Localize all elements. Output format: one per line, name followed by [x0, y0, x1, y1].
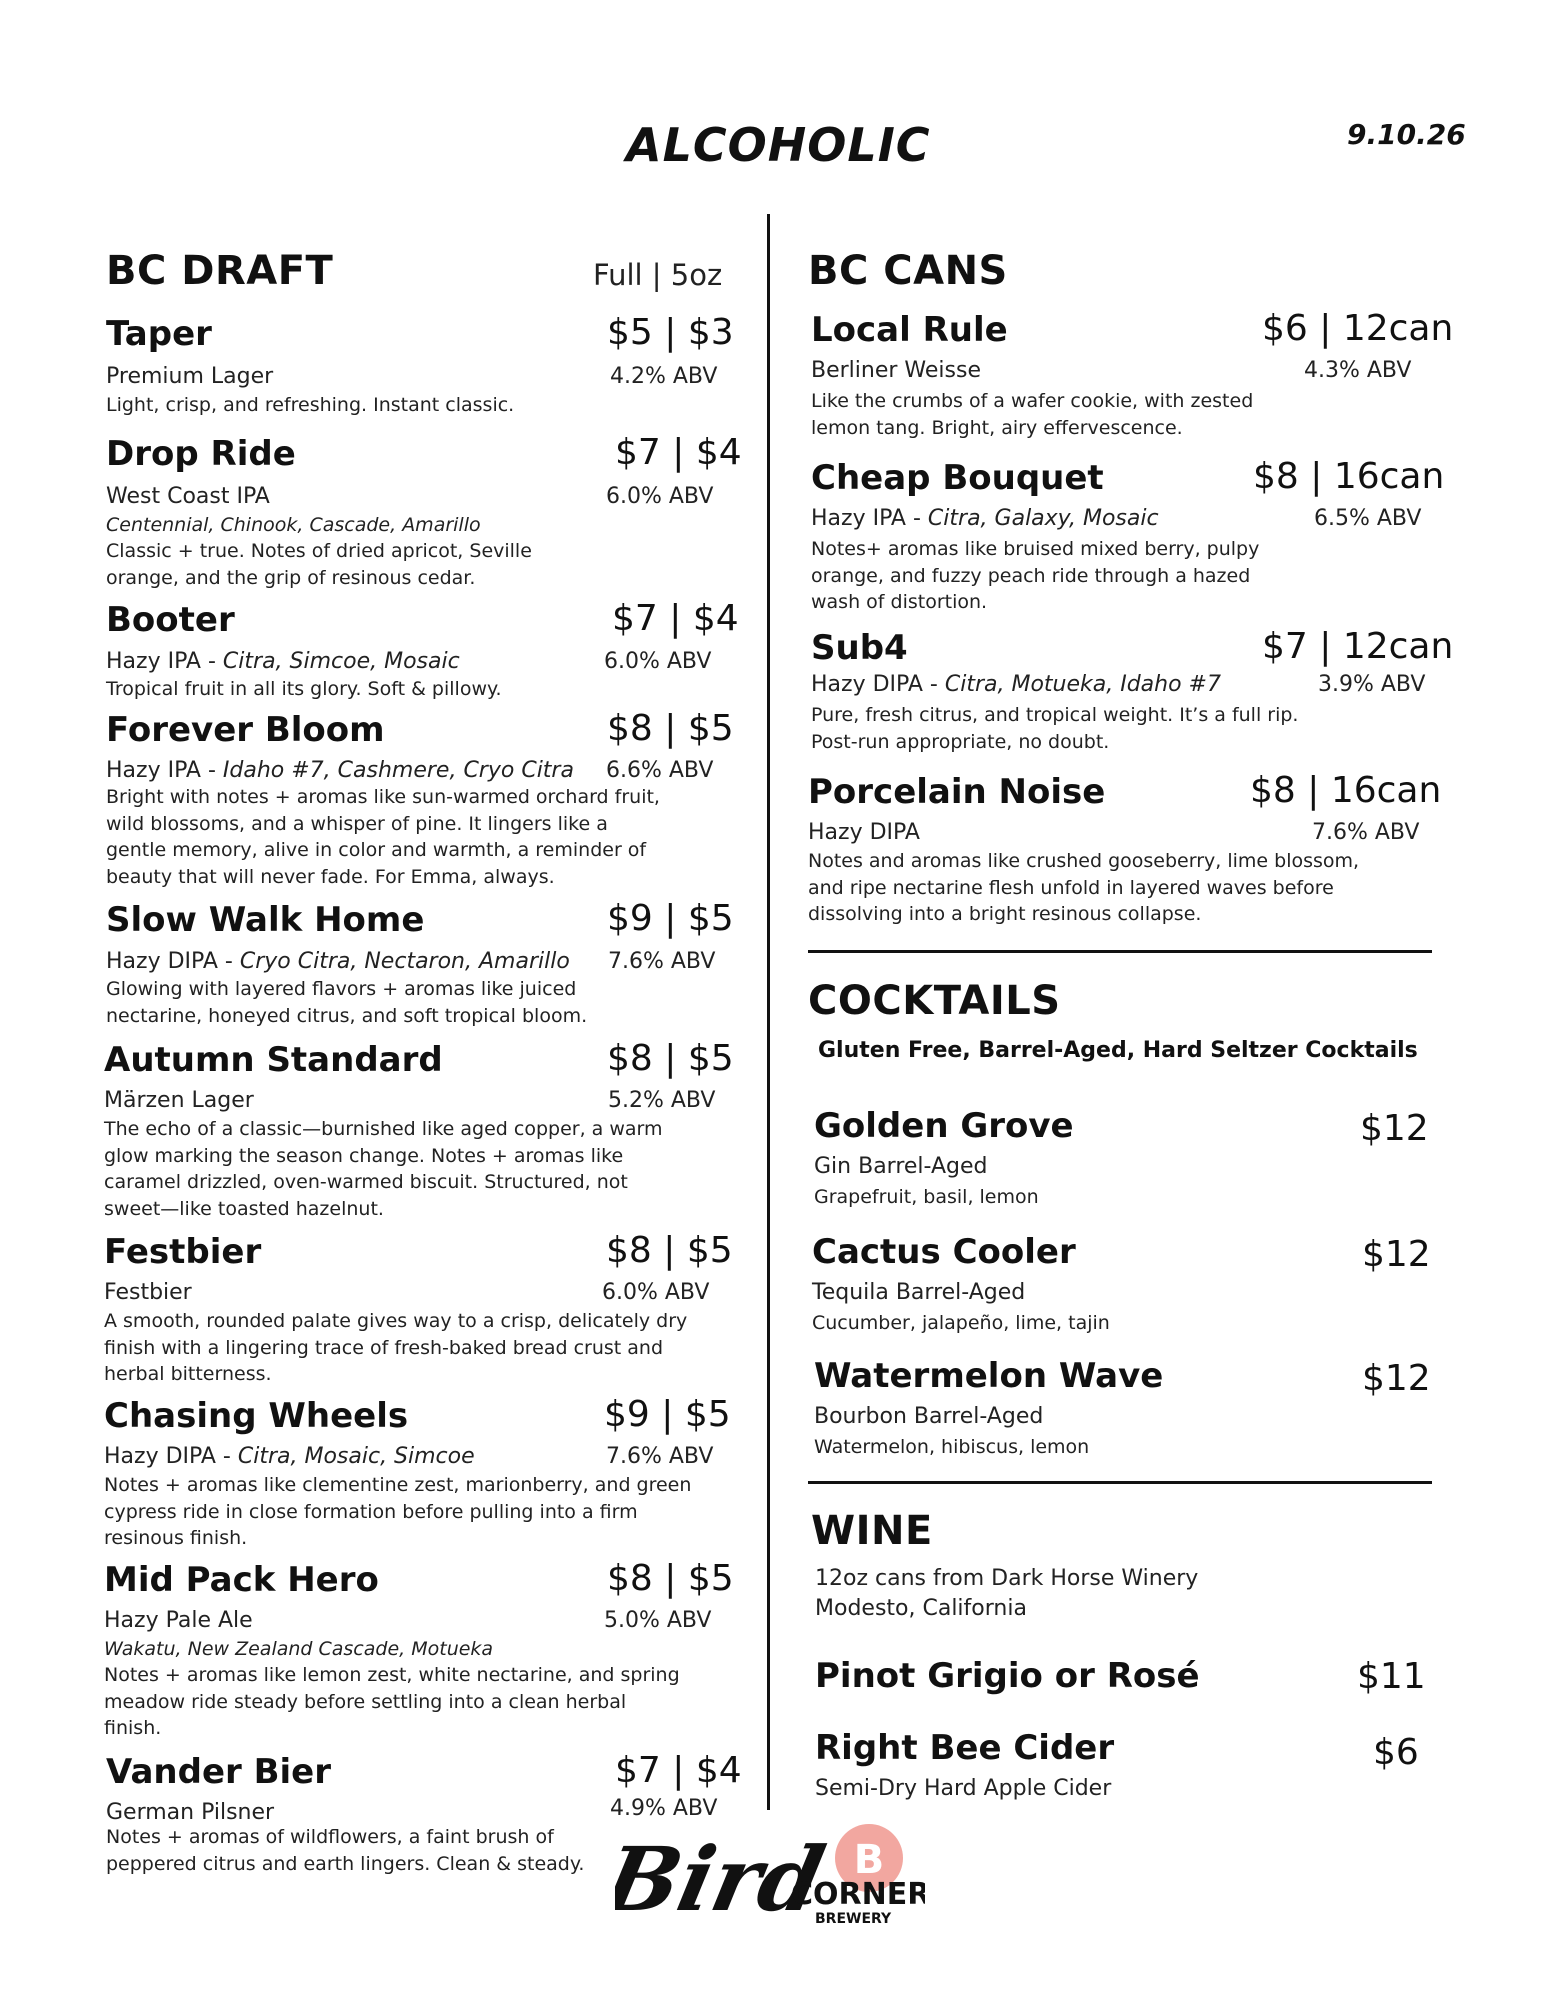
item-style: West Coast IPA [106, 484, 270, 509]
column-divider [767, 214, 770, 1810]
item-name: Mid Pack Hero [104, 1560, 379, 1600]
item-abv: 6.0% ABV [604, 649, 712, 674]
item-abv: 7.6% ABV [1312, 820, 1420, 845]
item-price: $8 | 16can [1253, 456, 1445, 497]
item-description: Notes + aromas of wildflowers, a faint brush of peppered citrus and earth lingers. Clean & steady. [106, 1826, 585, 1875]
item-description: A smooth, rounded palate gives way to a crisp, delicately dry finish with a lingering trace of fresh-baked bread crust and herbal bitterness. [104, 1310, 688, 1385]
item-base: Gin Barrel-Aged [814, 1154, 988, 1179]
item-style: Hazy Pale Ale [104, 1608, 253, 1633]
item-description: The echo of a classic—burnished like aged copper, a warm glow marking the season change. Notes + aromas like caramel drizzled, oven-warmed biscuit. Structured, not sweet—like toasted hazelnut. [104, 1118, 663, 1220]
item-name: Cheap Bouquet [811, 458, 1104, 498]
section-divider [808, 1481, 1432, 1484]
item-abv: 6.0% ABV [602, 1280, 710, 1305]
item-description: Bright with notes + aromas like sun-warmed orchard fruit, wild blossoms, and a whisper of pine. It lingers like a gentle memory, alive in color and warmth, a reminder of beauty that will never fade. For Emma, always. [106, 786, 660, 888]
item-name: Booter [106, 600, 235, 640]
section-title-cans: BC CANS [808, 248, 1008, 294]
item-style: Berliner Weisse [811, 358, 981, 383]
item-style: Festbier [104, 1280, 192, 1305]
menu-date: 9.10.26 [1347, 118, 1466, 151]
item-description: Classic + true. Notes of dried apricot, Seville orange, and the grip of resinous cedar. [106, 540, 532, 589]
item-description: Semi-Dry Hard Apple Cider [815, 1776, 1112, 1801]
logo-brewery-text: BREWERY [815, 1911, 892, 1927]
item-abv: 5.0% ABV [604, 1608, 712, 1633]
item-description: Notes + aromas like clementine zest, marionberry, and green cypress ride in close formation before pulling into a firm resinous finish. [104, 1474, 692, 1549]
item-price: $8 | 16can [1250, 770, 1442, 811]
item-price: $7 | $4 [615, 432, 742, 473]
section-title-wine: WINE [811, 1508, 933, 1554]
item-description: Notes + aromas like lemon zest, white nectarine, and spring meadow ride steady before settling into a clean herbal finish. [104, 1664, 680, 1739]
item-name: Vander Bier [106, 1752, 332, 1792]
logo-badge-letter: B [853, 1837, 885, 1883]
item-flavors: Cucumber, jalapeño, lime, tajin [812, 1312, 1110, 1334]
item-description: Notes+ aromas like bruised mixed berry, pulpy orange, and fuzzy peach ride through a hazed wash of distortion. [811, 538, 1260, 613]
section-title-cocktails: COCKTAILS [808, 978, 1061, 1024]
item-abv: 4.9% ABV [610, 1796, 718, 1821]
cocktails-subtitle: Gluten Free, Barrel-Aged, Hard Seltzer Cocktails [818, 1038, 1418, 1063]
item-name: Autumn Standard [104, 1040, 443, 1080]
wine-note-location: Modesto, California [815, 1596, 1027, 1621]
item-hops: Wakatu, New Zealand Cascade, Motueka [104, 1638, 494, 1660]
item-description: Glowing with layered flavors + aromas like juiced nectarine, honeyed citrus, and soft tropical bloom. [106, 978, 588, 1027]
item-hops: Centennial, Chinook, Cascade, Amarillo [106, 514, 481, 536]
item-price: $12 [1362, 1234, 1431, 1275]
item-description: Notes and aromas like crushed gooseberry, lime blossom, and ripe nectarine flesh unfold in layered waves before dissolving into a bright resinous collapse. [808, 850, 1360, 925]
item-name: Right Bee Cider [815, 1728, 1115, 1768]
item-price: $8 | $5 [607, 1038, 734, 1079]
item-name: Festbier [104, 1232, 262, 1272]
item-description: Pure, fresh citrus, and tropical weight. It’s a full rip. Post-run appropriate, no doubt. [811, 704, 1299, 753]
item-style: Premium Lager [106, 364, 274, 389]
item-style: Hazy DIPA - Citra, Mosaic, Simcoe [104, 1444, 475, 1469]
item-abv: 6.0% ABV [606, 484, 714, 509]
item-style: Hazy DIPA - Cryo Citra, Nectaron, Amarillo [106, 949, 570, 974]
item-name: Cactus Cooler [812, 1232, 1076, 1272]
item-price: $6 | 12can [1262, 308, 1454, 349]
item-price: $7 | $4 [612, 598, 739, 639]
item-style: Hazy IPA - Citra, Galaxy, Mosaic [811, 506, 1159, 531]
brewery-logo [615, 1818, 925, 1938]
item-abv: 4.2% ABV [610, 364, 718, 389]
item-price: $12 [1362, 1358, 1431, 1399]
logo-graphic [615, 1818, 925, 1938]
item-name: Taper [106, 314, 212, 354]
item-base: Bourbon Barrel-Aged [814, 1404, 1044, 1429]
item-style: Hazy IPA - Citra, Simcoe, Mosaic [106, 649, 460, 674]
item-abv: 4.3% ABV [1304, 358, 1412, 383]
item-description: Light, crisp, and refreshing. Instant classic. [106, 394, 515, 416]
item-price: $9 | $5 [607, 898, 734, 939]
item-price: $7 | $4 [615, 1750, 742, 1791]
item-abv: 6.6% ABV [606, 758, 714, 783]
item-abv: 7.6% ABV [608, 949, 716, 974]
item-price: $8 | $5 [606, 1230, 733, 1271]
item-flavors: Grapefruit, basil, lemon [814, 1186, 1039, 1208]
item-price: $11 [1357, 1656, 1426, 1697]
item-name: Porcelain Noise [808, 772, 1106, 812]
item-name: Drop Ride [106, 434, 296, 474]
item-price: $8 | $5 [607, 1558, 734, 1599]
item-style: Hazy IPA - Idaho #7, Cashmere, Cryo Citra [106, 758, 574, 783]
logo-wordmark: Bird [615, 1826, 833, 1931]
item-name: Golden Grove [814, 1106, 1074, 1146]
item-name: Chasing Wheels [104, 1396, 409, 1436]
item-name: Pinot Grigio or Rosé [815, 1656, 1200, 1696]
item-base: Tequila Barrel-Aged [812, 1280, 1026, 1305]
item-style: Hazy DIPA - Citra, Motueka, Idaho #7 [811, 672, 1221, 697]
item-abv: 7.6% ABV [606, 1444, 714, 1469]
item-price: $8 | $5 [607, 708, 734, 749]
item-name: Forever Bloom [106, 710, 385, 750]
item-price: $9 | $5 [604, 1394, 731, 1435]
section-title-draft: BC DRAFT [106, 248, 334, 294]
item-abv: 5.2% ABV [608, 1088, 716, 1113]
draft-size-header: Full | 5oz [593, 258, 723, 292]
item-style: German Pilsner [106, 1800, 275, 1825]
item-style: Märzen Lager [104, 1088, 254, 1113]
item-flavors: Watermelon, hibiscus, lemon [814, 1436, 1090, 1458]
item-price: $5 | $3 [607, 312, 734, 353]
section-divider [808, 950, 1432, 953]
logo-corner-text: CORNER [791, 1877, 925, 1912]
item-price: $12 [1360, 1108, 1429, 1149]
item-abv: 6.5% ABV [1314, 506, 1422, 531]
item-name: Local Rule [811, 310, 1008, 350]
item-description: Like the crumbs of a wafer cookie, with zested lemon tang. Bright, airy effervescence. [811, 390, 1254, 439]
item-style: Hazy DIPA [808, 820, 920, 845]
item-name: Watermelon Wave [814, 1356, 1164, 1396]
page-title: ALCOHOLIC [626, 118, 931, 172]
item-abv: 3.9% ABV [1318, 672, 1426, 697]
item-name: Slow Walk Home [106, 900, 425, 940]
item-price: $7 | 12can [1262, 626, 1454, 667]
item-price: $6 [1373, 1732, 1419, 1773]
item-name: Sub4 [811, 628, 908, 668]
wine-note: 12oz cans from Dark Horse Winery [815, 1566, 1199, 1591]
item-description: Tropical fruit in all its glory. Soft & pillowy. [106, 678, 502, 700]
